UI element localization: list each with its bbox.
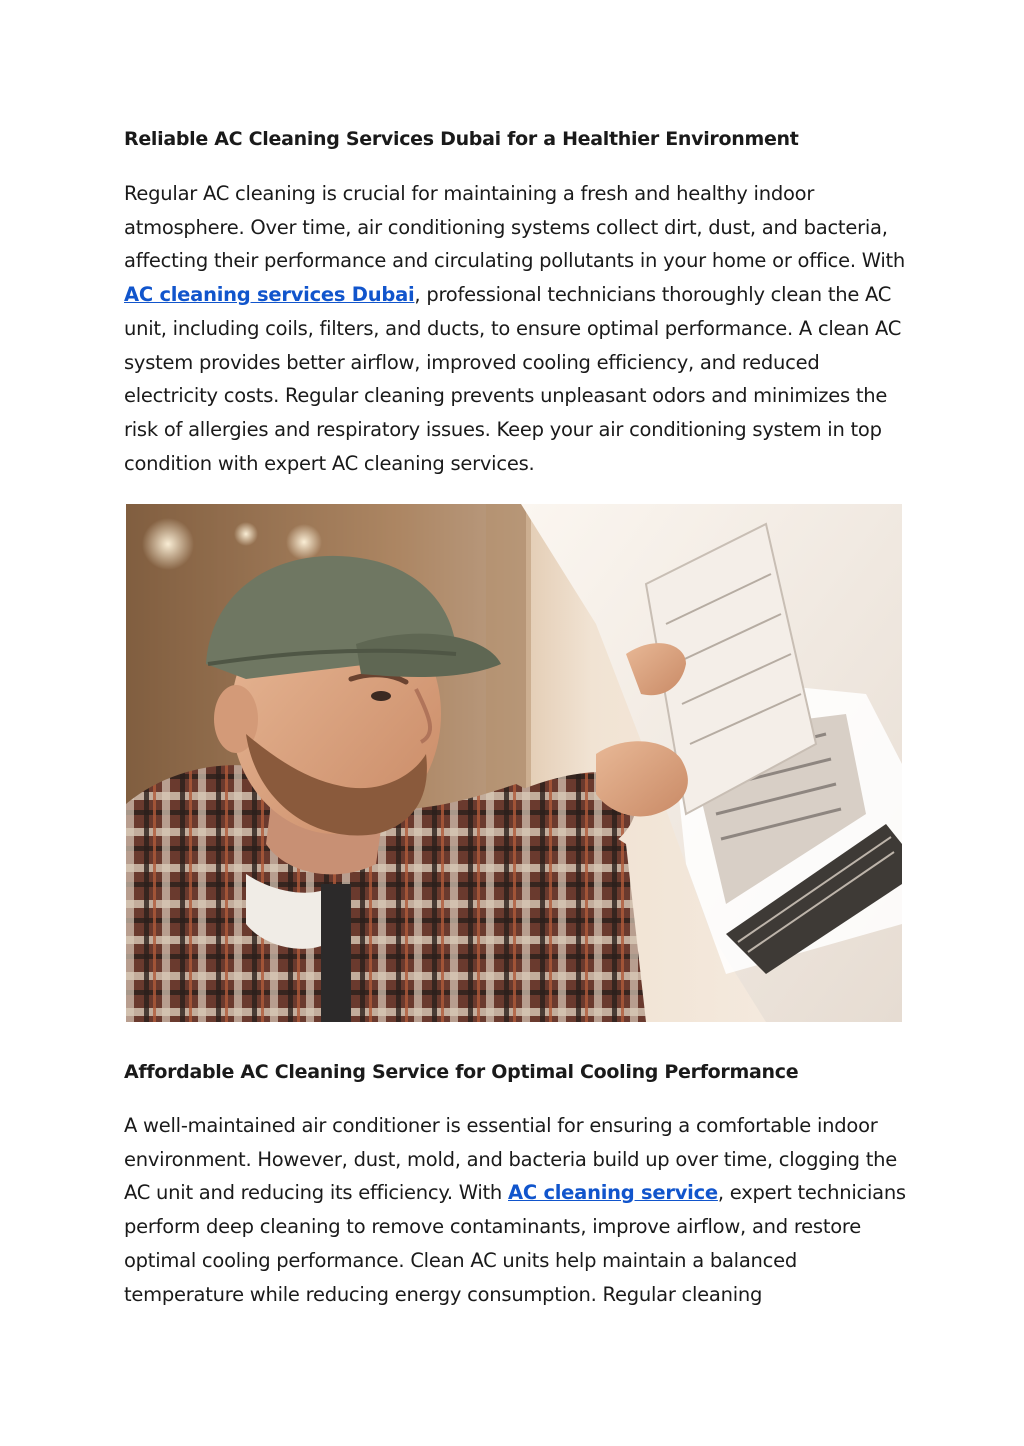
section-1-text-start: Regular AC cleaning is crucial for maintaining a fresh and healthy indoor atmosphere. Over time, air conditioning systems collect dirt, dust, and bacteria, affecting their performance and circulating pollutants in your home or office. With xyxy=(124,182,905,273)
section-2-text-end: , expert technicians perform deep cleaning to remove contaminants, improve airflow, and restore optimal cooling performance. Clean AC units help maintain a balanced temperature while reducing energy consumption. Regular cleaning xyxy=(124,1181,906,1306)
section-1-text-end: , professional technicians thoroughly clean the AC unit, including coils, filters, and ducts, to ensure optimal performance. A clean AC system provides better airflow, improved cooling efficiency, and reduced electricity costs. Regular cleaning prevents unpleasant odors and minimizes the risk of allergies and respiratory issues. Keep your air conditioning system in top condition with expert AC cleaning services. xyxy=(124,283,902,475)
section-2-paragraph xyxy=(124,1109,914,1311)
section-1-heading: Reliable AC Cleaning Services Dubai for a Healthier Environment xyxy=(124,128,799,150)
ac-cleaning-service-link[interactable]: AC cleaning service xyxy=(508,1181,718,1205)
section-2-text-start: A well-maintained air conditioner is essential for ensuring a comfortable indoor environment. However, dust, mold, and bacteria build up over time, clogging the AC unit and reducing its efficiency. With xyxy=(124,1114,897,1205)
technician-cleaning-ac-photo xyxy=(126,504,902,1022)
section-1-paragraph xyxy=(124,177,914,480)
ac-cleaning-services-dubai-link[interactable]: AC cleaning services Dubai xyxy=(124,283,415,307)
section-2-heading: Affordable AC Cleaning Service for Optimal Cooling Performance xyxy=(124,1061,799,1083)
